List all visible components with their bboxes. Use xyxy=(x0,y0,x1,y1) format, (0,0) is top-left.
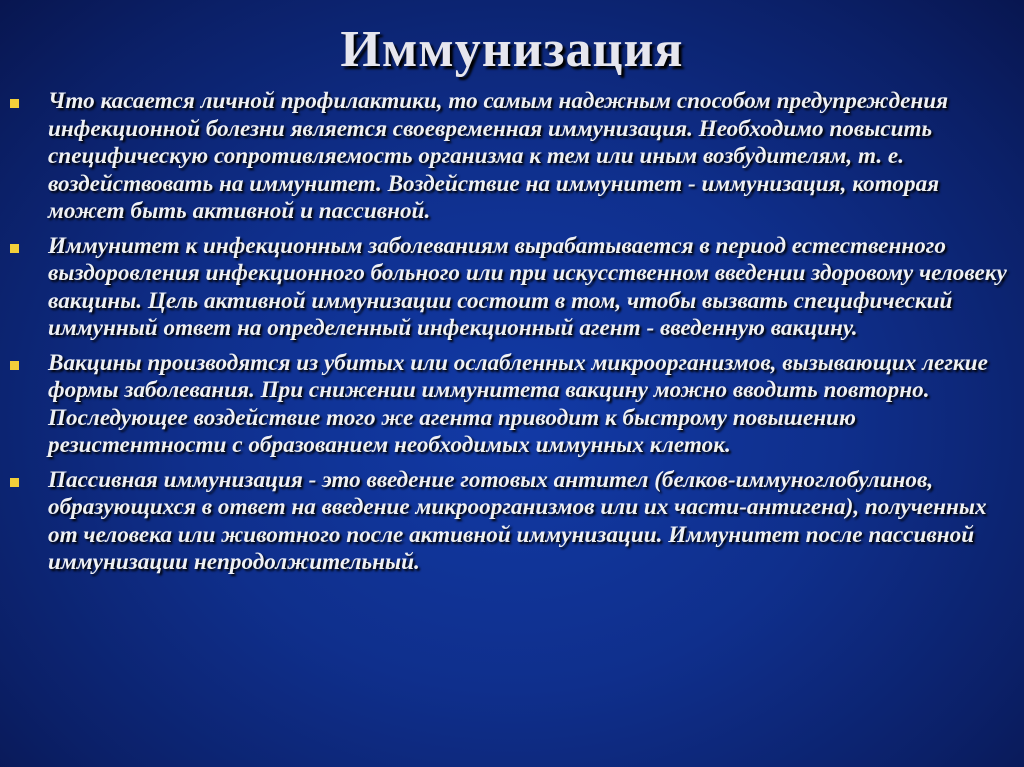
bullet-text: Пассивная иммунизация - это введение готовых антител (белков-иммуноглобулинов, образующихся в ответ на введение микроорганизмов или их части-антигена), полученных от человека или животного после активной иммунизации. Иммунитет после пассивной иммунизации непродолжительный. xyxy=(48,466,987,575)
bullet-text: Вакцины производятся из убитых или ослабленных микроорганизмов, вызывающих легкие формы заболевания. При снижении иммунитета вакцину можно вводить повторно. Последующее воздействие того же агента приводит к быстрому повышению резистентности с образованием необходимых иммунных клеток. xyxy=(48,349,988,458)
bullet-item xyxy=(8,350,1018,460)
bullet-text: Что касается личной профилактики, то самым надежным способом предупреждения инфекционной болезни является своевременная иммунизация. Необходимо повысить специфическую сопротивляемость организма к тем или иным возбудителям, т. е. воздействовать на иммунитет. Воздействие на иммунитет - иммунизация, которая может быть активной и пассивной. xyxy=(48,88,949,224)
bullet-item xyxy=(8,467,1018,577)
square-bullet-icon xyxy=(10,478,19,487)
bullet-item xyxy=(8,88,1018,226)
square-bullet-icon xyxy=(10,99,19,108)
slide-title: Иммунизация xyxy=(340,21,684,78)
square-bullet-icon xyxy=(10,361,19,370)
square-bullet-icon xyxy=(10,244,19,253)
bullet-item xyxy=(8,233,1018,343)
bullet-list xyxy=(8,88,1018,584)
bullet-text: Иммунитет к инфекционным заболеваниям вырабатывается в период естественного выздоровления инфекционного больного или при искусственном введении здоровому человеку вакцины. Цель активной иммунизации состоит в том, чтобы вызвать специфический иммунный ответ на определенный инфекционный агент - введенную вакцину. xyxy=(48,232,1007,341)
